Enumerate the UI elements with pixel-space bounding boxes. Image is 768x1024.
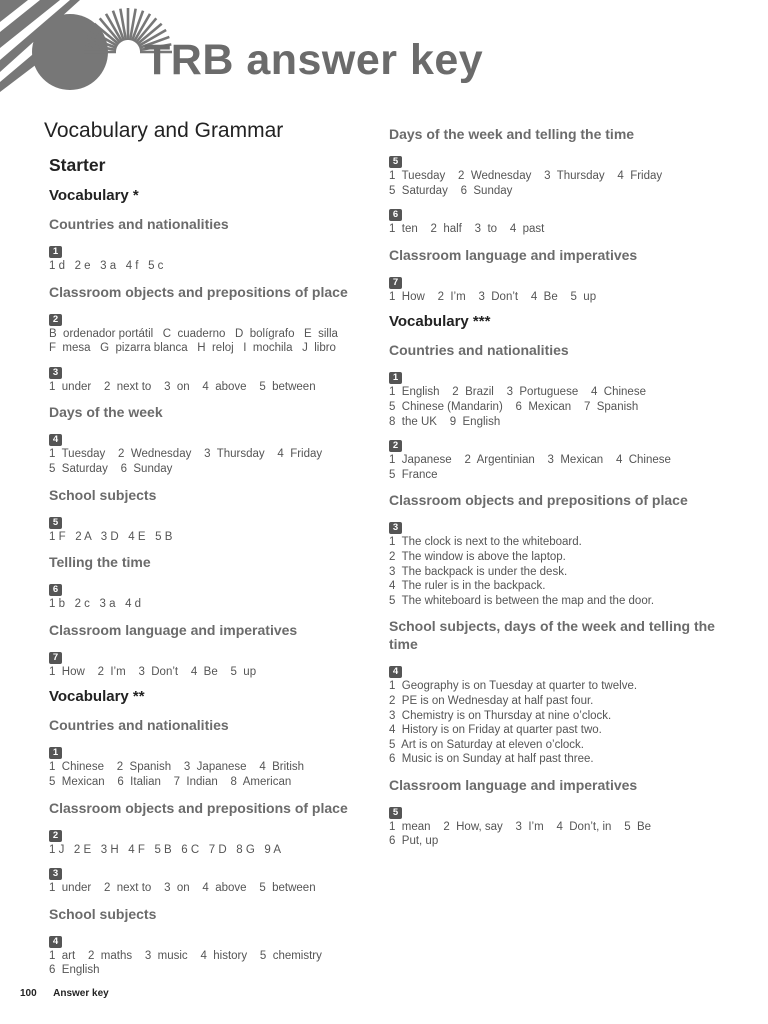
answer-line: 8 the UK 9 English <box>389 415 501 428</box>
answer-line: 1 Geography is on Tuesday at quarter to twelve. <box>389 680 638 693</box>
section-heading: School subjects, days of the week and telling the time <box>389 618 715 653</box>
section-heading: Classroom language and imperatives <box>389 246 638 263</box>
section-heading: Classroom objects and prepositions of place <box>49 283 348 300</box>
exercise-number-badge: 4 <box>49 936 62 948</box>
exercise-number-badge: 7 <box>389 277 402 289</box>
exercise-number-badge: 5 <box>389 807 402 819</box>
page-title: TRB answer key <box>144 36 484 84</box>
answer-line: 1 mean 2 How, say 3 I’m 4 Don’t, in 5 Be <box>389 820 652 833</box>
answer-line: 1 English 2 Brazil 3 Portuguese 4 Chinese <box>389 386 646 399</box>
left-sections <box>44 186 364 978</box>
exercise-block <box>49 742 364 789</box>
exercise-block <box>49 309 364 356</box>
left-column <box>44 116 364 984</box>
section-heading: Classroom objects and prepositions of place <box>49 799 348 816</box>
exercise-block <box>49 362 364 395</box>
exercise-block <box>49 241 364 274</box>
answer-line: 1 art 2 maths 3 music 4 history 5 chemistry <box>49 949 322 962</box>
exercise-block <box>389 802 729 849</box>
vocabulary-heading: Vocabulary *** <box>389 313 491 331</box>
section-heading: Countries and nationalities <box>389 342 569 359</box>
answer-line: B ordenador portátil C cuaderno D bolígrafo E silla <box>49 327 338 340</box>
right-column <box>389 116 729 855</box>
section-heading: School subjects <box>49 486 157 503</box>
exercise-number-badge: 5 <box>49 517 62 529</box>
vocabulary-heading: Vocabulary ** <box>49 688 145 706</box>
exercise-block <box>389 517 729 608</box>
answer-line: F mesa G pizarra blanca H reloj I mochila J libro <box>49 342 336 355</box>
exercise-block <box>49 863 364 896</box>
exercise-block <box>389 435 729 482</box>
right-sections <box>389 125 729 849</box>
answer-line: 1 F 2 A 3 D 4 E 5 B <box>49 530 173 543</box>
exercise-number-badge: 1 <box>389 372 402 384</box>
answer-line: 1 The clock is next to the whiteboard. <box>389 536 582 549</box>
section-heading: Telling the time <box>49 554 151 571</box>
exercise-number-badge: 3 <box>49 367 62 379</box>
unit-heading: Starter <box>49 155 106 175</box>
section-heading: Days of the week <box>49 404 163 421</box>
answer-line: 1 Tuesday 2 Wednesday 3 Thursday 4 Friday <box>49 448 323 461</box>
exercise-block <box>389 272 729 305</box>
page-number: 100 <box>20 988 37 999</box>
section-heading: Countries and nationalities <box>49 216 229 232</box>
exercise-number-badge: 3 <box>389 522 402 534</box>
answer-line: 5 Mexican 6 Italian 7 Indian 8 American <box>49 775 292 788</box>
exercise-block <box>389 151 729 198</box>
exercise-block <box>49 512 364 545</box>
answer-line: 6 Put, up <box>389 835 439 848</box>
answer-line: 1 Japanese 2 Argentinian 3 Mexican 4 Chinese <box>389 454 671 467</box>
footer-section-label: Answer key <box>53 988 109 999</box>
exercise-number-badge: 4 <box>389 666 402 678</box>
exercise-number-badge: 1 <box>49 246 62 258</box>
section-heading: Days of the week and telling the time <box>389 126 635 142</box>
page-footer <box>20 988 123 999</box>
section-heading: Classroom objects and prepositions of place <box>389 492 688 509</box>
exercise-number-badge: 4 <box>49 434 62 446</box>
section-heading: Classroom language and imperatives <box>49 621 298 638</box>
answer-line: 6 Music is on Sunday at half past three. <box>389 753 594 766</box>
exercise-block <box>49 429 364 476</box>
answer-line: 1 Tuesday 2 Wednesday 3 Thursday 4 Friday <box>389 170 663 182</box>
answer-line: 1 under 2 next to 3 on 4 above 5 between <box>49 380 316 393</box>
answer-line: 5 Saturday 6 Sunday <box>49 462 173 475</box>
exercise-number-badge: 6 <box>389 209 402 221</box>
answer-line: 3 Chemistry is on Thursday at nine o’clock. <box>389 709 612 722</box>
exercise-number-badge: 5 <box>389 156 402 168</box>
vocabulary-heading: Vocabulary * <box>49 187 139 204</box>
answer-line: 1 under 2 next to 3 on 4 above 5 between <box>49 882 316 895</box>
answer-line: 4 The ruler is in the backpack. <box>389 580 546 593</box>
answer-line: 1 ten 2 half 3 to 4 past <box>389 223 545 236</box>
exercise-block <box>49 931 364 978</box>
answer-line: 5 Chinese (Mandarin) 6 Mexican 7 Spanish <box>389 400 639 413</box>
answer-line: 6 English <box>49 964 100 977</box>
exercise-block <box>49 825 364 858</box>
answer-line: 1 Chinese 2 Spanish 3 Japanese 4 British <box>49 761 305 774</box>
answer-line: 1 How 2 I’m 3 Don’t 4 Be 5 up <box>49 665 257 678</box>
exercise-block <box>49 647 364 680</box>
section-heading: Classroom language and imperatives <box>389 776 638 793</box>
exercise-number-badge: 2 <box>389 440 402 452</box>
exercise-block <box>49 579 364 612</box>
answer-line: 1 b 2 c 3 a 4 d <box>49 598 142 611</box>
exercise-number-badge: 1 <box>49 747 62 759</box>
main-heading: Vocabulary and Grammar <box>44 119 284 142</box>
section-heading: School subjects <box>49 905 157 922</box>
answer-line: 2 PE is on Wednesday at half past four. <box>389 694 594 707</box>
exercise-block <box>389 367 729 429</box>
exercise-number-badge: 3 <box>49 868 62 880</box>
exercise-block <box>389 204 729 237</box>
exercise-block <box>389 661 729 767</box>
answer-line: 5 Art is on Saturday at eleven o’clock. <box>389 738 584 751</box>
answer-line: 1 How 2 I’m 3 Don’t 4 Be 5 up <box>389 290 597 303</box>
exercise-number-badge: 2 <box>49 830 62 842</box>
exercise-number-badge: 7 <box>49 652 62 664</box>
section-heading: Countries and nationalities <box>49 717 229 734</box>
answer-line: 2 The window is above the laptop. <box>389 550 566 563</box>
answer-line: 1 J 2 E 3 H 4 F 5 B 6 C 7 D 8 G 9 A <box>49 843 282 856</box>
answer-line: 5 Saturday 6 Sunday <box>389 184 513 197</box>
answer-line: 1 d 2 e 3 a 4 f 5 c <box>49 260 164 272</box>
answer-line: 3 The backpack is under the desk. <box>389 565 568 578</box>
exercise-number-badge: 2 <box>49 314 62 326</box>
answer-line: 5 France <box>389 468 438 481</box>
exercise-number-badge: 6 <box>49 584 62 596</box>
answer-line: 4 History is on Friday at quarter past two. <box>389 724 602 737</box>
answer-line: 5 The whiteboard is between the map and the door. <box>389 594 655 607</box>
